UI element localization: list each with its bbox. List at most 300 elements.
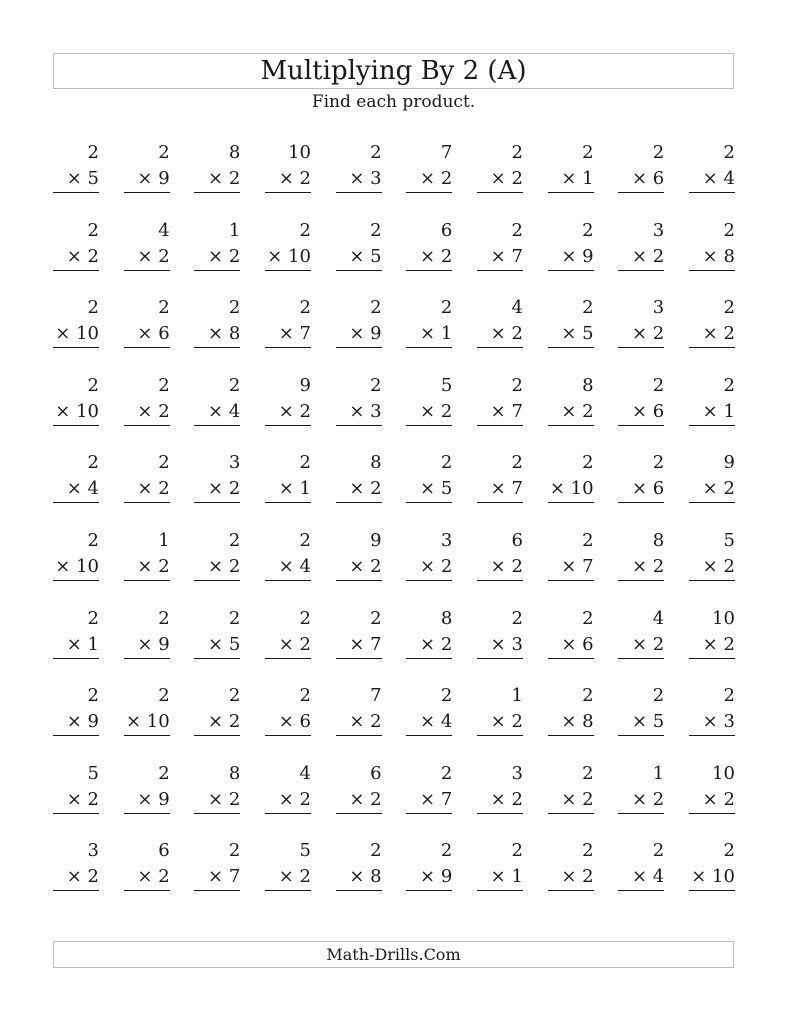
problem-multiplier: × 9 bbox=[124, 787, 170, 814]
problem-multiplier: × 2 bbox=[406, 244, 452, 271]
problem bbox=[53, 373, 99, 451]
problem-multiplier: × 7 bbox=[194, 864, 240, 891]
problem bbox=[53, 450, 99, 528]
problem-multiplier: × 10 bbox=[53, 399, 99, 426]
problem-multiplicand: 2 bbox=[582, 685, 594, 707]
problem-multiplier: × 2 bbox=[689, 476, 735, 503]
problem-multiplicand: 9 bbox=[723, 452, 735, 474]
problem bbox=[194, 373, 240, 451]
problem-multiplier: × 2 bbox=[265, 399, 311, 426]
worksheet-title: Multiplying By 2 (A) bbox=[260, 56, 527, 86]
problem-multiplier: × 2 bbox=[618, 787, 664, 814]
problem bbox=[336, 140, 382, 218]
problem-multiplicand: 3 bbox=[228, 452, 241, 474]
problem-multiplicand: 8 bbox=[582, 374, 594, 396]
problem-multiplier: × 1 bbox=[477, 864, 523, 891]
problem bbox=[194, 761, 240, 839]
problem-multiplier: × 9 bbox=[336, 321, 382, 348]
problem-multiplicand: 2 bbox=[299, 529, 311, 551]
problem-multiplicand: 2 bbox=[87, 452, 99, 474]
problem-multiplier: × 2 bbox=[406, 632, 452, 659]
problem bbox=[618, 218, 664, 296]
problem bbox=[265, 683, 311, 761]
problem-multiplicand: 2 bbox=[511, 219, 523, 241]
problem-multiplier: × 4 bbox=[618, 864, 664, 891]
problem-multiplicand: 6 bbox=[158, 840, 170, 862]
problem bbox=[124, 606, 170, 684]
problem bbox=[265, 218, 311, 296]
problem-multiplicand: 2 bbox=[228, 374, 241, 396]
problem-multiplier: × 2 bbox=[194, 476, 240, 503]
problem bbox=[406, 218, 452, 296]
problem-multiplicand: 2 bbox=[440, 840, 453, 862]
problem-multiplier: × 2 bbox=[618, 321, 664, 348]
problem bbox=[336, 218, 382, 296]
problem-multiplier: × 7 bbox=[477, 476, 523, 503]
problem bbox=[53, 528, 99, 606]
problem-multiplier: × 5 bbox=[406, 476, 452, 503]
problem-multiplicand: 2 bbox=[582, 219, 594, 241]
problem bbox=[124, 450, 170, 528]
problem-multiplier: × 2 bbox=[194, 166, 240, 193]
problem-multiplicand: 6 bbox=[511, 529, 523, 551]
problem-multiplicand: 2 bbox=[158, 142, 170, 163]
problem-multiplicand: 2 bbox=[228, 607, 241, 629]
problem-row bbox=[53, 838, 735, 916]
problem-multiplier: × 2 bbox=[336, 709, 382, 736]
problem-multiplicand: 2 bbox=[582, 762, 594, 784]
problem-multiplicand: 3 bbox=[440, 529, 453, 551]
problem-multiplicand: 2 bbox=[158, 374, 170, 396]
problem bbox=[689, 295, 735, 373]
problem-multiplicand: 2 bbox=[299, 219, 311, 241]
problem-multiplier: × 2 bbox=[124, 476, 170, 503]
problem bbox=[124, 218, 170, 296]
problem-multiplier: × 8 bbox=[194, 321, 240, 348]
problem bbox=[548, 838, 594, 916]
problem-multiplicand: 5 bbox=[87, 762, 99, 784]
problem-multiplicand: 2 bbox=[723, 685, 735, 707]
problem-multiplier: × 8 bbox=[336, 864, 382, 891]
problem bbox=[477, 761, 523, 839]
problem-multiplicand: 2 bbox=[723, 840, 735, 862]
problem bbox=[124, 838, 170, 916]
problem bbox=[406, 683, 452, 761]
problem-multiplier: × 2 bbox=[477, 709, 523, 736]
problem-multiplier: × 2 bbox=[548, 864, 594, 891]
problem-multiplier: × 6 bbox=[265, 709, 311, 736]
problem bbox=[618, 528, 664, 606]
problem-multiplicand: 2 bbox=[87, 297, 99, 319]
problem-row bbox=[53, 606, 735, 684]
problem bbox=[689, 761, 735, 839]
problem-multiplicand: 3 bbox=[511, 762, 523, 784]
problem bbox=[336, 373, 382, 451]
problem bbox=[265, 295, 311, 373]
problem-multiplier: × 5 bbox=[336, 244, 382, 271]
problem-multiplicand: 8 bbox=[228, 762, 241, 784]
problem-multiplicand: 6 bbox=[370, 762, 382, 784]
problem-multiplier: × 10 bbox=[53, 321, 99, 348]
problem-multiplicand: 7 bbox=[370, 685, 382, 707]
problem-multiplicand: 2 bbox=[228, 529, 241, 551]
problem bbox=[618, 606, 664, 684]
problem-multiplier: × 9 bbox=[124, 166, 170, 193]
problem-multiplier: × 2 bbox=[406, 166, 452, 193]
problem-row bbox=[53, 140, 735, 218]
problem bbox=[548, 373, 594, 451]
problem-multiplier: × 4 bbox=[265, 554, 311, 581]
problem-multiplicand: 2 bbox=[370, 297, 382, 319]
problem bbox=[548, 450, 594, 528]
problem bbox=[477, 683, 523, 761]
problem-multiplier: × 2 bbox=[406, 399, 452, 426]
problem-multiplicand: 2 bbox=[723, 297, 735, 319]
problem bbox=[53, 838, 99, 916]
problem-multiplier: × 2 bbox=[548, 787, 594, 814]
problem-row bbox=[53, 683, 735, 761]
problem-multiplier: × 3 bbox=[336, 166, 382, 193]
problem-multiplier: × 6 bbox=[618, 476, 664, 503]
problem-multiplier: × 6 bbox=[618, 399, 664, 426]
problem bbox=[477, 606, 523, 684]
problem-multiplicand: 2 bbox=[158, 297, 170, 319]
problem-multiplicand: 8 bbox=[440, 607, 453, 629]
problem-multiplier: × 2 bbox=[477, 321, 523, 348]
problem-multiplicand: 3 bbox=[652, 219, 665, 241]
problem-multiplicand: 2 bbox=[582, 607, 594, 629]
problem-multiplier: × 2 bbox=[689, 632, 735, 659]
problem-multiplier: × 3 bbox=[477, 632, 523, 659]
problem bbox=[618, 761, 664, 839]
problem-multiplicand: 8 bbox=[370, 452, 382, 474]
problem bbox=[477, 218, 523, 296]
problem-multiplicand: 10 bbox=[712, 762, 735, 784]
problem-multiplier: × 2 bbox=[477, 166, 523, 193]
problem bbox=[194, 606, 240, 684]
problem bbox=[618, 373, 664, 451]
problem-multiplicand: 2 bbox=[511, 142, 523, 163]
problem-multiplier: × 2 bbox=[406, 554, 452, 581]
problem-multiplicand: 2 bbox=[511, 452, 523, 474]
problem-multiplicand: 2 bbox=[652, 374, 665, 396]
problem bbox=[194, 450, 240, 528]
problem-multiplicand: 4 bbox=[299, 762, 311, 784]
problem-multiplier: × 2 bbox=[618, 632, 664, 659]
problem-multiplier: × 2 bbox=[124, 244, 170, 271]
problem bbox=[618, 140, 664, 218]
problem-multiplier: × 2 bbox=[124, 864, 170, 891]
problem-multiplicand: 2 bbox=[723, 219, 735, 241]
problem bbox=[265, 838, 311, 916]
problem bbox=[336, 683, 382, 761]
problem-multiplier: × 2 bbox=[477, 554, 523, 581]
problem-multiplier: × 3 bbox=[336, 399, 382, 426]
problem bbox=[265, 450, 311, 528]
problem-multiplier: × 7 bbox=[477, 244, 523, 271]
problem-multiplicand: 3 bbox=[87, 840, 99, 862]
problem bbox=[477, 528, 523, 606]
problem-multiplicand: 10 bbox=[712, 607, 735, 629]
problem bbox=[548, 295, 594, 373]
problem-multiplicand: 8 bbox=[228, 142, 241, 163]
problem-multiplicand: 2 bbox=[652, 142, 665, 163]
problem bbox=[477, 373, 523, 451]
problem-multiplier: × 4 bbox=[689, 166, 735, 193]
problem-multiplicand: 2 bbox=[723, 374, 735, 396]
problem-multiplicand: 2 bbox=[87, 219, 99, 241]
problem bbox=[265, 140, 311, 218]
problem bbox=[689, 528, 735, 606]
problem-multiplicand: 2 bbox=[511, 840, 523, 862]
problem bbox=[477, 140, 523, 218]
problem-multiplicand: 3 bbox=[652, 297, 665, 319]
problem-row bbox=[53, 373, 735, 451]
problem-multiplier: × 5 bbox=[53, 166, 99, 193]
problem-multiplier: × 6 bbox=[618, 166, 664, 193]
problem-multiplicand: 4 bbox=[158, 219, 170, 241]
problem-multiplier: × 8 bbox=[689, 244, 735, 271]
problem-multiplier: × 2 bbox=[618, 554, 664, 581]
problem-row bbox=[53, 528, 735, 606]
problem-multiplier: × 9 bbox=[53, 709, 99, 736]
problem bbox=[618, 838, 664, 916]
problem-multiplier: × 2 bbox=[265, 632, 311, 659]
problem-multiplicand: 2 bbox=[370, 840, 382, 862]
problem-multiplicand: 9 bbox=[370, 529, 382, 551]
problem bbox=[477, 450, 523, 528]
problem-multiplier: × 2 bbox=[336, 476, 382, 503]
problem-multiplier: × 2 bbox=[689, 787, 735, 814]
footer-site: Math-Drills.Com bbox=[326, 944, 461, 964]
problem-multiplier: × 1 bbox=[548, 166, 594, 193]
problem bbox=[548, 140, 594, 218]
problem-multiplicand: 2 bbox=[582, 840, 594, 862]
problem-multiplicand: 2 bbox=[228, 685, 241, 707]
problem-multiplicand: 5 bbox=[440, 374, 453, 396]
problem bbox=[194, 140, 240, 218]
problem-multiplier: × 7 bbox=[265, 321, 311, 348]
problem bbox=[477, 295, 523, 373]
problem-multiplicand: 1 bbox=[228, 219, 241, 241]
problem-multiplicand: 2 bbox=[723, 142, 735, 163]
problem bbox=[265, 373, 311, 451]
problem-multiplier: × 2 bbox=[53, 864, 99, 891]
problem-multiplicand: 2 bbox=[299, 685, 311, 707]
problem-multiplicand: 2 bbox=[158, 607, 170, 629]
problem-multiplier: × 2 bbox=[689, 321, 735, 348]
problem bbox=[336, 606, 382, 684]
problem bbox=[53, 683, 99, 761]
problem-multiplicand: 2 bbox=[440, 762, 453, 784]
problem-multiplier: × 2 bbox=[336, 787, 382, 814]
problem-multiplicand: 2 bbox=[582, 142, 594, 163]
problem-multiplier: × 7 bbox=[548, 554, 594, 581]
problem bbox=[689, 373, 735, 451]
problem bbox=[689, 218, 735, 296]
problem-multiplier: × 3 bbox=[689, 709, 735, 736]
problem bbox=[406, 373, 452, 451]
title-box bbox=[53, 53, 734, 89]
problem bbox=[689, 140, 735, 218]
problem bbox=[194, 218, 240, 296]
problem-multiplicand: 2 bbox=[370, 142, 382, 163]
problem-multiplicand: 2 bbox=[652, 840, 665, 862]
problem bbox=[124, 528, 170, 606]
problem-multiplier: × 2 bbox=[336, 554, 382, 581]
problem-multiplicand: 2 bbox=[582, 297, 594, 319]
problem bbox=[124, 683, 170, 761]
problem bbox=[336, 761, 382, 839]
problem-multiplier: × 8 bbox=[548, 709, 594, 736]
problem bbox=[336, 450, 382, 528]
problem-multiplier: × 2 bbox=[194, 554, 240, 581]
problem-row bbox=[53, 450, 735, 528]
problem-multiplicand: 2 bbox=[87, 685, 99, 707]
problem bbox=[548, 683, 594, 761]
problem bbox=[194, 683, 240, 761]
problem bbox=[265, 606, 311, 684]
problem bbox=[406, 761, 452, 839]
problem bbox=[618, 683, 664, 761]
problem-multiplier: × 5 bbox=[618, 709, 664, 736]
problem-multiplicand: 1 bbox=[652, 762, 665, 784]
problem-multiplier: × 2 bbox=[124, 554, 170, 581]
problem-multiplier: × 6 bbox=[124, 321, 170, 348]
problem bbox=[194, 838, 240, 916]
problem-multiplier: × 2 bbox=[194, 787, 240, 814]
problem-multiplicand: 2 bbox=[440, 452, 453, 474]
problem bbox=[124, 373, 170, 451]
problem-multiplier: × 2 bbox=[194, 709, 240, 736]
problem-multiplier: × 4 bbox=[406, 709, 452, 736]
problem-multiplier: × 2 bbox=[689, 554, 735, 581]
problem-multiplicand: 2 bbox=[370, 219, 382, 241]
problem-multiplicand: 1 bbox=[511, 685, 523, 707]
problem bbox=[689, 606, 735, 684]
problem-multiplicand: 7 bbox=[440, 142, 453, 163]
problem bbox=[618, 295, 664, 373]
problem-multiplier: × 9 bbox=[406, 864, 452, 891]
problem-multiplier: × 2 bbox=[124, 399, 170, 426]
problem-multiplier: × 10 bbox=[689, 864, 735, 891]
problem-multiplicand: 2 bbox=[511, 374, 523, 396]
problem-multiplicand: 2 bbox=[370, 607, 382, 629]
problem bbox=[689, 683, 735, 761]
problem-multiplier: × 7 bbox=[477, 399, 523, 426]
footer-box bbox=[53, 941, 734, 968]
problem-multiplier: × 2 bbox=[618, 244, 664, 271]
problem-multiplicand: 4 bbox=[652, 607, 665, 629]
problem-multiplicand: 2 bbox=[511, 607, 523, 629]
problem bbox=[194, 528, 240, 606]
problem bbox=[53, 140, 99, 218]
problem bbox=[124, 761, 170, 839]
problem bbox=[406, 606, 452, 684]
problem-multiplicand: 2 bbox=[652, 452, 665, 474]
problem-multiplicand: 9 bbox=[299, 374, 311, 396]
problem-multiplicand: 2 bbox=[87, 142, 99, 163]
problem bbox=[548, 606, 594, 684]
problem bbox=[548, 528, 594, 606]
problem-multiplier: × 2 bbox=[265, 166, 311, 193]
problem bbox=[406, 295, 452, 373]
problem-multiplier: × 7 bbox=[336, 632, 382, 659]
problem-multiplier: × 2 bbox=[265, 864, 311, 891]
problem bbox=[477, 838, 523, 916]
problem-row bbox=[53, 295, 735, 373]
problem bbox=[689, 450, 735, 528]
problem-multiplicand: 2 bbox=[582, 452, 594, 474]
problem-multiplicand: 2 bbox=[87, 374, 99, 396]
problem-multiplicand: 5 bbox=[299, 840, 311, 862]
problem-multiplicand: 2 bbox=[652, 685, 665, 707]
problem-multiplier: × 2 bbox=[53, 244, 99, 271]
problem bbox=[548, 218, 594, 296]
problem-multiplicand: 2 bbox=[440, 297, 453, 319]
problem bbox=[265, 528, 311, 606]
problem-multiplicand: 2 bbox=[158, 762, 170, 784]
problem-multiplier: × 1 bbox=[265, 476, 311, 503]
problem-multiplier: × 10 bbox=[548, 476, 594, 503]
problem-grid bbox=[53, 140, 735, 916]
problem-multiplier: × 10 bbox=[265, 244, 311, 271]
problem-multiplier: × 6 bbox=[548, 632, 594, 659]
problem-multiplicand: 8 bbox=[652, 529, 665, 551]
problem-multiplier: × 4 bbox=[53, 476, 99, 503]
problem bbox=[194, 295, 240, 373]
problem-multiplicand: 6 bbox=[440, 219, 453, 241]
problem bbox=[689, 838, 735, 916]
problem-multiplicand: 2 bbox=[228, 297, 241, 319]
problem-multiplicand: 2 bbox=[299, 452, 311, 474]
problem-multiplier: × 2 bbox=[548, 399, 594, 426]
problem bbox=[336, 838, 382, 916]
problem bbox=[53, 218, 99, 296]
problem-multiplicand: 2 bbox=[582, 529, 594, 551]
problem-multiplier: × 5 bbox=[548, 321, 594, 348]
problem bbox=[124, 295, 170, 373]
problem-multiplicand: 2 bbox=[299, 297, 311, 319]
problem-multiplier: × 1 bbox=[406, 321, 452, 348]
problem-multiplier: × 2 bbox=[265, 787, 311, 814]
problem-multiplicand: 10 bbox=[288, 142, 311, 163]
problem bbox=[406, 528, 452, 606]
problem-multiplicand: 2 bbox=[87, 607, 99, 629]
problem-multiplicand: 1 bbox=[158, 529, 170, 551]
problem-multiplicand: 5 bbox=[723, 529, 735, 551]
problem-multiplier: × 9 bbox=[124, 632, 170, 659]
problem bbox=[336, 528, 382, 606]
problem-multiplier: × 2 bbox=[477, 787, 523, 814]
problem-multiplier: × 1 bbox=[53, 632, 99, 659]
problem-multiplicand: 2 bbox=[158, 685, 170, 707]
problem-multiplicand: 2 bbox=[158, 452, 170, 474]
problem-multiplicand: 2 bbox=[440, 685, 453, 707]
problem-multiplicand: 2 bbox=[370, 374, 382, 396]
problem bbox=[53, 606, 99, 684]
problem-multiplicand: 4 bbox=[511, 297, 523, 319]
problem bbox=[124, 140, 170, 218]
problem bbox=[406, 838, 452, 916]
problem-multiplier: × 2 bbox=[53, 787, 99, 814]
problem-multiplier: × 1 bbox=[689, 399, 735, 426]
problem bbox=[406, 450, 452, 528]
problem-multiplier: × 10 bbox=[53, 554, 99, 581]
worksheet-instructions: Find each product. bbox=[311, 92, 476, 112]
problem-multiplicand: 2 bbox=[228, 840, 241, 862]
problem bbox=[336, 295, 382, 373]
